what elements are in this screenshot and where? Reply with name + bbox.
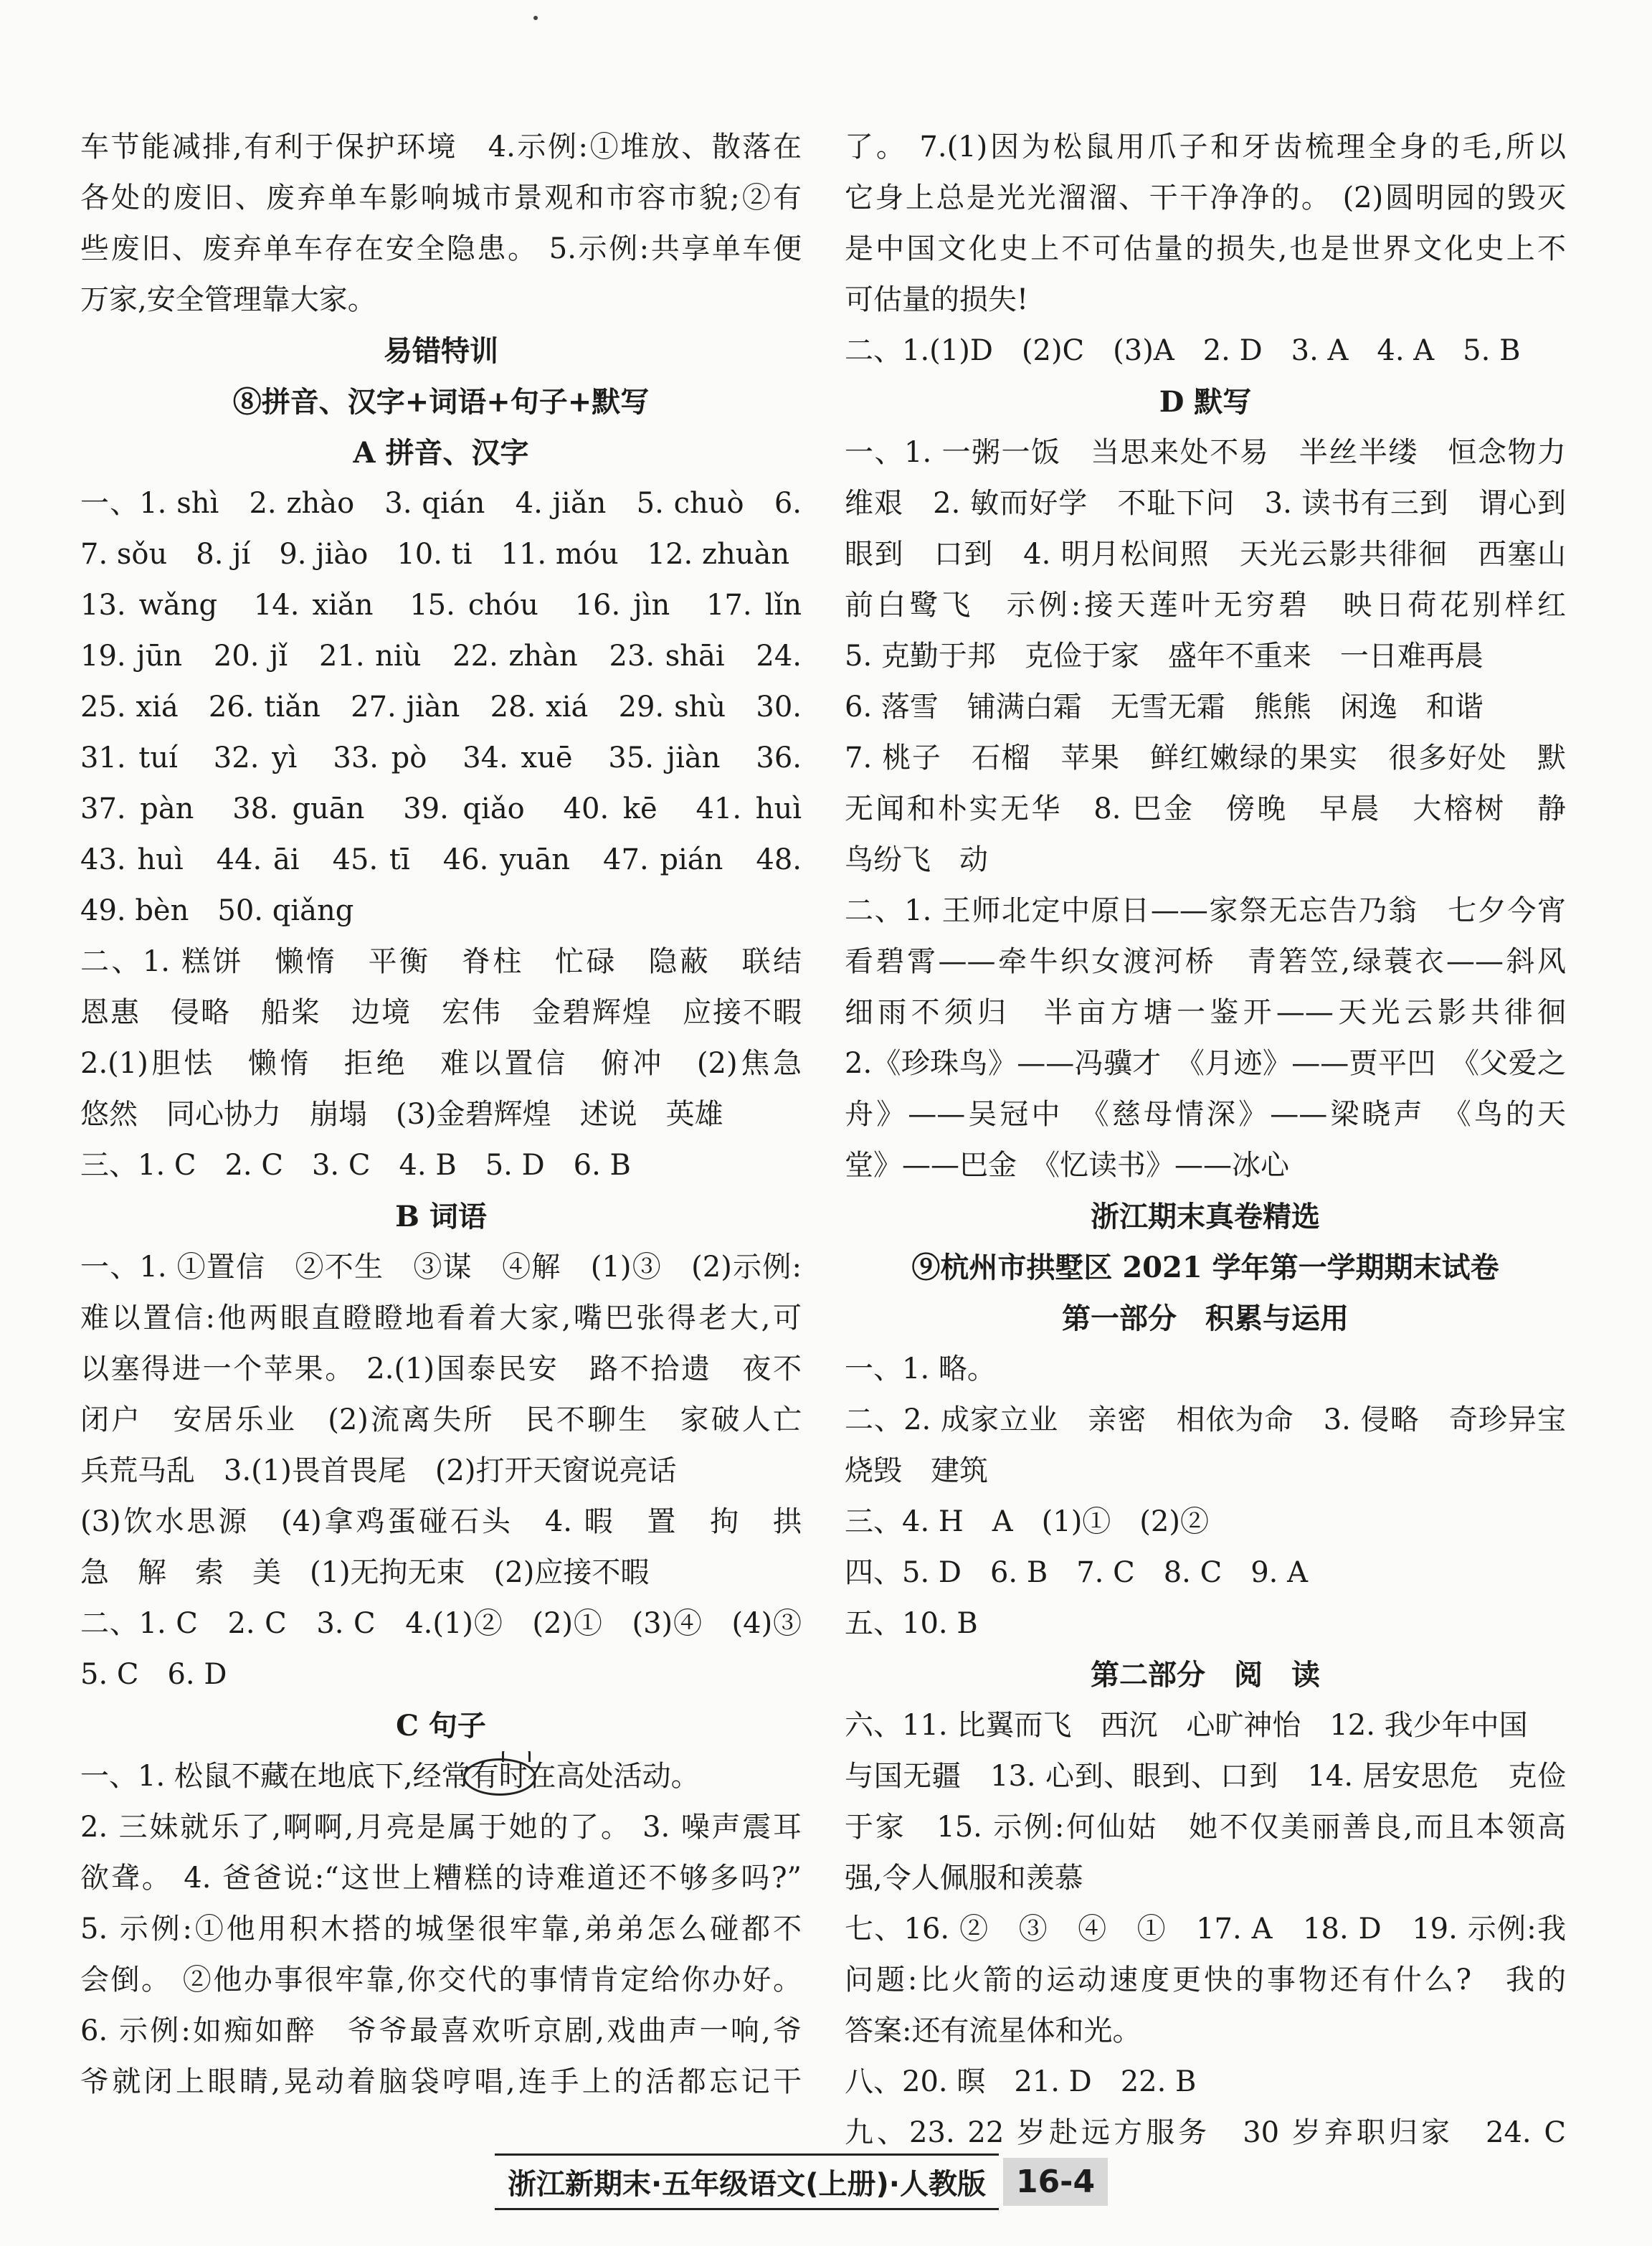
book-title: 浙江新期末·五年级语文(上册)·人教版 xyxy=(495,2153,999,2210)
handwritten-circle-mark xyxy=(463,1758,536,1796)
left-text-line: 难以置信:他两眼直瞪瞪地看着大家,嘴巴张得老大,可 xyxy=(80,1302,802,1335)
left-text-line xyxy=(80,1751,802,1802)
left-section-heading: 易错特训 xyxy=(384,334,498,368)
right-text-line: 6. 落雪 铺满白霜 无雪无霜 熊熊 闲逸 和谐 xyxy=(845,691,1484,724)
left-text-line: 些废旧、废弃单车存在安全隐患。 5.示例:共享单车便 xyxy=(80,232,802,265)
left-text-line: 一、1. shì 2. zhào 3. qián 4. jiǎn 5. chuò 6. xyxy=(80,487,802,520)
right-text-line: 看碧霄——牵牛织女渡河桥 青箬笠,绿蓑衣——斜风 xyxy=(845,945,1566,978)
right-text-line: 与国无疆 13. 心到、眼到、口到 14. 居安思危 克俭 xyxy=(845,1760,1566,1793)
right-text-line: 问题:比火箭的运动速度更快的事物还有什么? 我的 xyxy=(845,1963,1566,1996)
right-section-heading: ⑨杭州市拱墅区 2021 学年第一学期期末试卷 xyxy=(911,1251,1499,1284)
right-text-line: 鸟纷飞 动 xyxy=(845,843,988,876)
left-text-line: 13. wǎng 14. xiǎn 15. chóu 16. jìn 17. lǐn xyxy=(80,589,802,622)
left-text-line: 7. sǒu 8. jí 9. jiào 10. ti 11. móu 12. zhuàn xyxy=(80,538,790,571)
left-text-line: 欲聋。 4. 爸爸说:“这世上糟糕的诗难道还不够多吗?” xyxy=(80,1862,802,1895)
answer-text: 一、1. 松鼠不藏在地底下,经常 xyxy=(80,1760,470,1793)
right-text-line: 可估量的损失! xyxy=(845,283,1029,316)
left-section-heading: B 词语 xyxy=(395,1200,487,1233)
left-text-line: 爷就闭上眼睛,晃动着脑袋哼唱,连手上的活都忘记干 xyxy=(80,2065,802,2098)
left-text-line: 恩惠 侵略 船桨 边境 宏伟 金碧辉煌 应接不暇 xyxy=(80,996,802,1029)
right-column xyxy=(845,122,1566,2159)
right-text-line: 于家 15. 示例:何仙姑 她不仅美丽善良,而且本领高 xyxy=(845,1811,1566,1844)
left-text-line: 兵荒马乱 3.(1)畏首畏尾 (2)打开天窗说亮话 xyxy=(80,1454,677,1487)
right-text-line: 舟》——吴冠中 《慈母情深》——梁晓声 《鸟的天 xyxy=(845,1098,1566,1131)
left-section-heading: ⑧拼音、汉字+词语+句子+默写 xyxy=(232,385,650,419)
circled-word xyxy=(470,1751,528,1802)
left-text-line: 二、1. 糕饼 懒惰 平衡 脊柱 忙碌 隐蔽 联结 xyxy=(80,945,802,978)
left-text-line: 25. xiá 26. tiǎn 27. jiàn 28. xiá 29. shù 30. xyxy=(80,691,802,724)
left-text-line: 37. pàn 38. guān 39. qiǎo 40. kē 41. huì xyxy=(80,792,802,825)
left-section-heading: C 句子 xyxy=(396,1709,486,1743)
right-section-heading: 第二部分 阅 读 xyxy=(1091,1658,1320,1692)
right-text-line: 前白鹭飞 示例:接天莲叶无穷碧 映日荷花别样红 xyxy=(845,589,1566,622)
left-text-line: 车节能减排,有利于保护环境 4.示例:①堆放、散落在 xyxy=(80,131,802,164)
right-section-heading: D 默写 xyxy=(1159,385,1252,419)
scan-mark xyxy=(533,16,538,20)
left-text-line: (3)饮水思源 (4)拿鸡蛋碰石头 4. 暇 置 拘 拱 xyxy=(80,1505,802,1538)
left-text-line: 一、1. ①置信 ②不生 ③谋 ④解 (1)③ (2)示例: xyxy=(80,1251,802,1284)
right-text-line: 四、5. D 6. B 7. C 8. C 9. A xyxy=(845,1556,1308,1589)
right-text-line: 六、11. 比翼而飞 西沉 心旷神怡 12. 我少年中国 xyxy=(845,1709,1528,1742)
right-text-line: 眼到 口到 4. 明月松间照 天光云影共徘徊 西塞山 xyxy=(845,538,1566,571)
right-text-line: 堂》——巴金 《忆读书》——冰心 xyxy=(845,1149,1289,1182)
right-text-line: 2.《珍珠鸟》——冯骥才 《月迹》——贾平凹 《父爱之 xyxy=(845,1047,1566,1080)
right-text-line: 烧毁 建筑 xyxy=(845,1454,988,1487)
right-text-line: 无闻和朴实无华 8. 巴金 傍晚 早晨 大榕树 静 xyxy=(845,792,1566,825)
left-text-line: 三、1. C 2. C 3. C 4. B 5. D 6. B xyxy=(80,1149,631,1182)
page-footer xyxy=(495,2151,1108,2212)
right-text-line: 5. 克勤于邦 克俭于家 盛年不重来 一日难再晨 xyxy=(845,640,1484,673)
left-text-line: 悠然 同心协力 崩塌 (3)金碧辉煌 述说 英雄 xyxy=(80,1098,723,1131)
left-text-line: 闭户 安居乐业 (2)流离失所 民不聊生 家破人亡 xyxy=(80,1403,802,1436)
left-text-line: 19. jūn 20. jǐ 21. niù 22. zhàn 23. shāi 24. xyxy=(80,640,802,673)
right-section-heading: 浙江期末真卷精选 xyxy=(1091,1200,1320,1233)
right-text-line: 五、10. B xyxy=(845,1607,978,1640)
right-text-line: 二、1.(1)D (2)C (3)A 2. D 3. A 4. A 5. B xyxy=(845,334,1521,367)
right-text-line: 一、1. 一粥一饭 当思来处不易 半丝半缕 恒念物力 xyxy=(845,436,1566,469)
answer-text-tail: 在高处活动。 xyxy=(527,1760,700,1793)
right-text-line: 八、20. 暝 21. D 22. B xyxy=(845,2065,1197,2098)
right-text-line: 二、1. 王师北定中原日——家祭无忘告乃翁 七夕今宵 xyxy=(845,894,1566,927)
right-text-line: 是中国文化史上不可估量的损失,也是世界文化史上不 xyxy=(845,232,1566,265)
circled-word-text: 有时 xyxy=(470,1760,528,1793)
right-text-line: 7. 桃子 石榴 苹果 鲜红嫩绿的果实 很多好处 默 xyxy=(845,741,1566,774)
left-text-line: 49. bèn 50. qiǎng xyxy=(80,894,354,927)
right-text-line: 九、23. 22 岁赴远方服务 30 岁弃职归家 24. C xyxy=(845,2116,1566,2149)
left-text-line: 2. 三妹就乐了,啊啊,月亮是属于她的了。 3. 噪声震耳 xyxy=(80,1811,802,1844)
right-text-line: 了。 7.(1)因为松鼠用爪子和牙齿梳理全身的毛,所以 xyxy=(845,131,1566,164)
left-text-line: 急 解 索 美 (1)无拘无束 (2)应接不暇 xyxy=(80,1556,650,1589)
left-text-line: 以塞得进一个苹果。 2.(1)国泰民安 路不拾遗 夜不 xyxy=(80,1352,802,1385)
left-column xyxy=(80,122,802,2108)
left-text-line: 5. 示例:①他用积木搭的城堡很牢靠,弟弟怎么碰都不 xyxy=(80,1913,802,1946)
left-text-line: 会倒。 ②他办事很牢靠,你交代的事情肯定给你办好。 xyxy=(80,1963,802,1996)
right-text-line: 答案:还有流星体和光。 xyxy=(845,2014,1141,2047)
right-text-line: 七、16. ② ③ ④ ① 17. A 18. D 19. 示例:我 xyxy=(845,1913,1566,1946)
left-text-line: 各处的废旧、废弃单车影响城市景观和市容市貌;②有 xyxy=(80,181,802,214)
right-text-line: 强,令人佩服和羡慕 xyxy=(845,1862,1083,1895)
right-text-line: 二、2. 成家立业 亲密 相依为命 3. 侵略 奇珍异宝 xyxy=(845,1403,1566,1436)
left-text-line: 2.(1)胆怯 懒惰 拒绝 难以置信 俯冲 (2)焦急 xyxy=(80,1047,802,1080)
right-text-line: 它身上总是光光溜溜、干干净净的。 (2)圆明园的毁灭 xyxy=(845,181,1566,214)
left-section-heading: A 拼音、汉字 xyxy=(353,436,529,470)
right-text-line: 一、1. 略。 xyxy=(845,1352,996,1385)
left-text-line: 43. huì 44. āi 45. tī 46. yuān 47. pián 48. xyxy=(80,843,802,876)
left-text-line: 5. C 6. D xyxy=(80,1658,227,1691)
right-section-heading: 第一部分 积累与运用 xyxy=(1062,1302,1349,1335)
handwritten-insert-mark xyxy=(502,1751,531,1762)
page-number: 16-4 xyxy=(1003,2158,1108,2206)
right-text-line: 维艰 2. 敏而好学 不耻下问 3. 读书有三到 谓心到 xyxy=(845,487,1566,520)
left-text-line: 6. 示例:如痴如醉 爷爷最喜欢听京剧,戏曲声一响,爷 xyxy=(80,2014,802,2047)
left-text-line: 二、1. C 2. C 3. C 4.(1)② (2)① (3)④ (4)③ xyxy=(80,1607,802,1640)
right-text-line: 细雨不须归 半亩方塘一鉴开——天光云影共徘徊 xyxy=(845,996,1566,1029)
left-text-line: 31. tuí 32. yì 33. pò 34. xuē 35. jiàn 36. xyxy=(80,741,802,774)
left-text-line: 万家,安全管理靠大家。 xyxy=(80,283,376,316)
right-text-line: 三、4. H A (1)① (2)② xyxy=(845,1505,1209,1538)
